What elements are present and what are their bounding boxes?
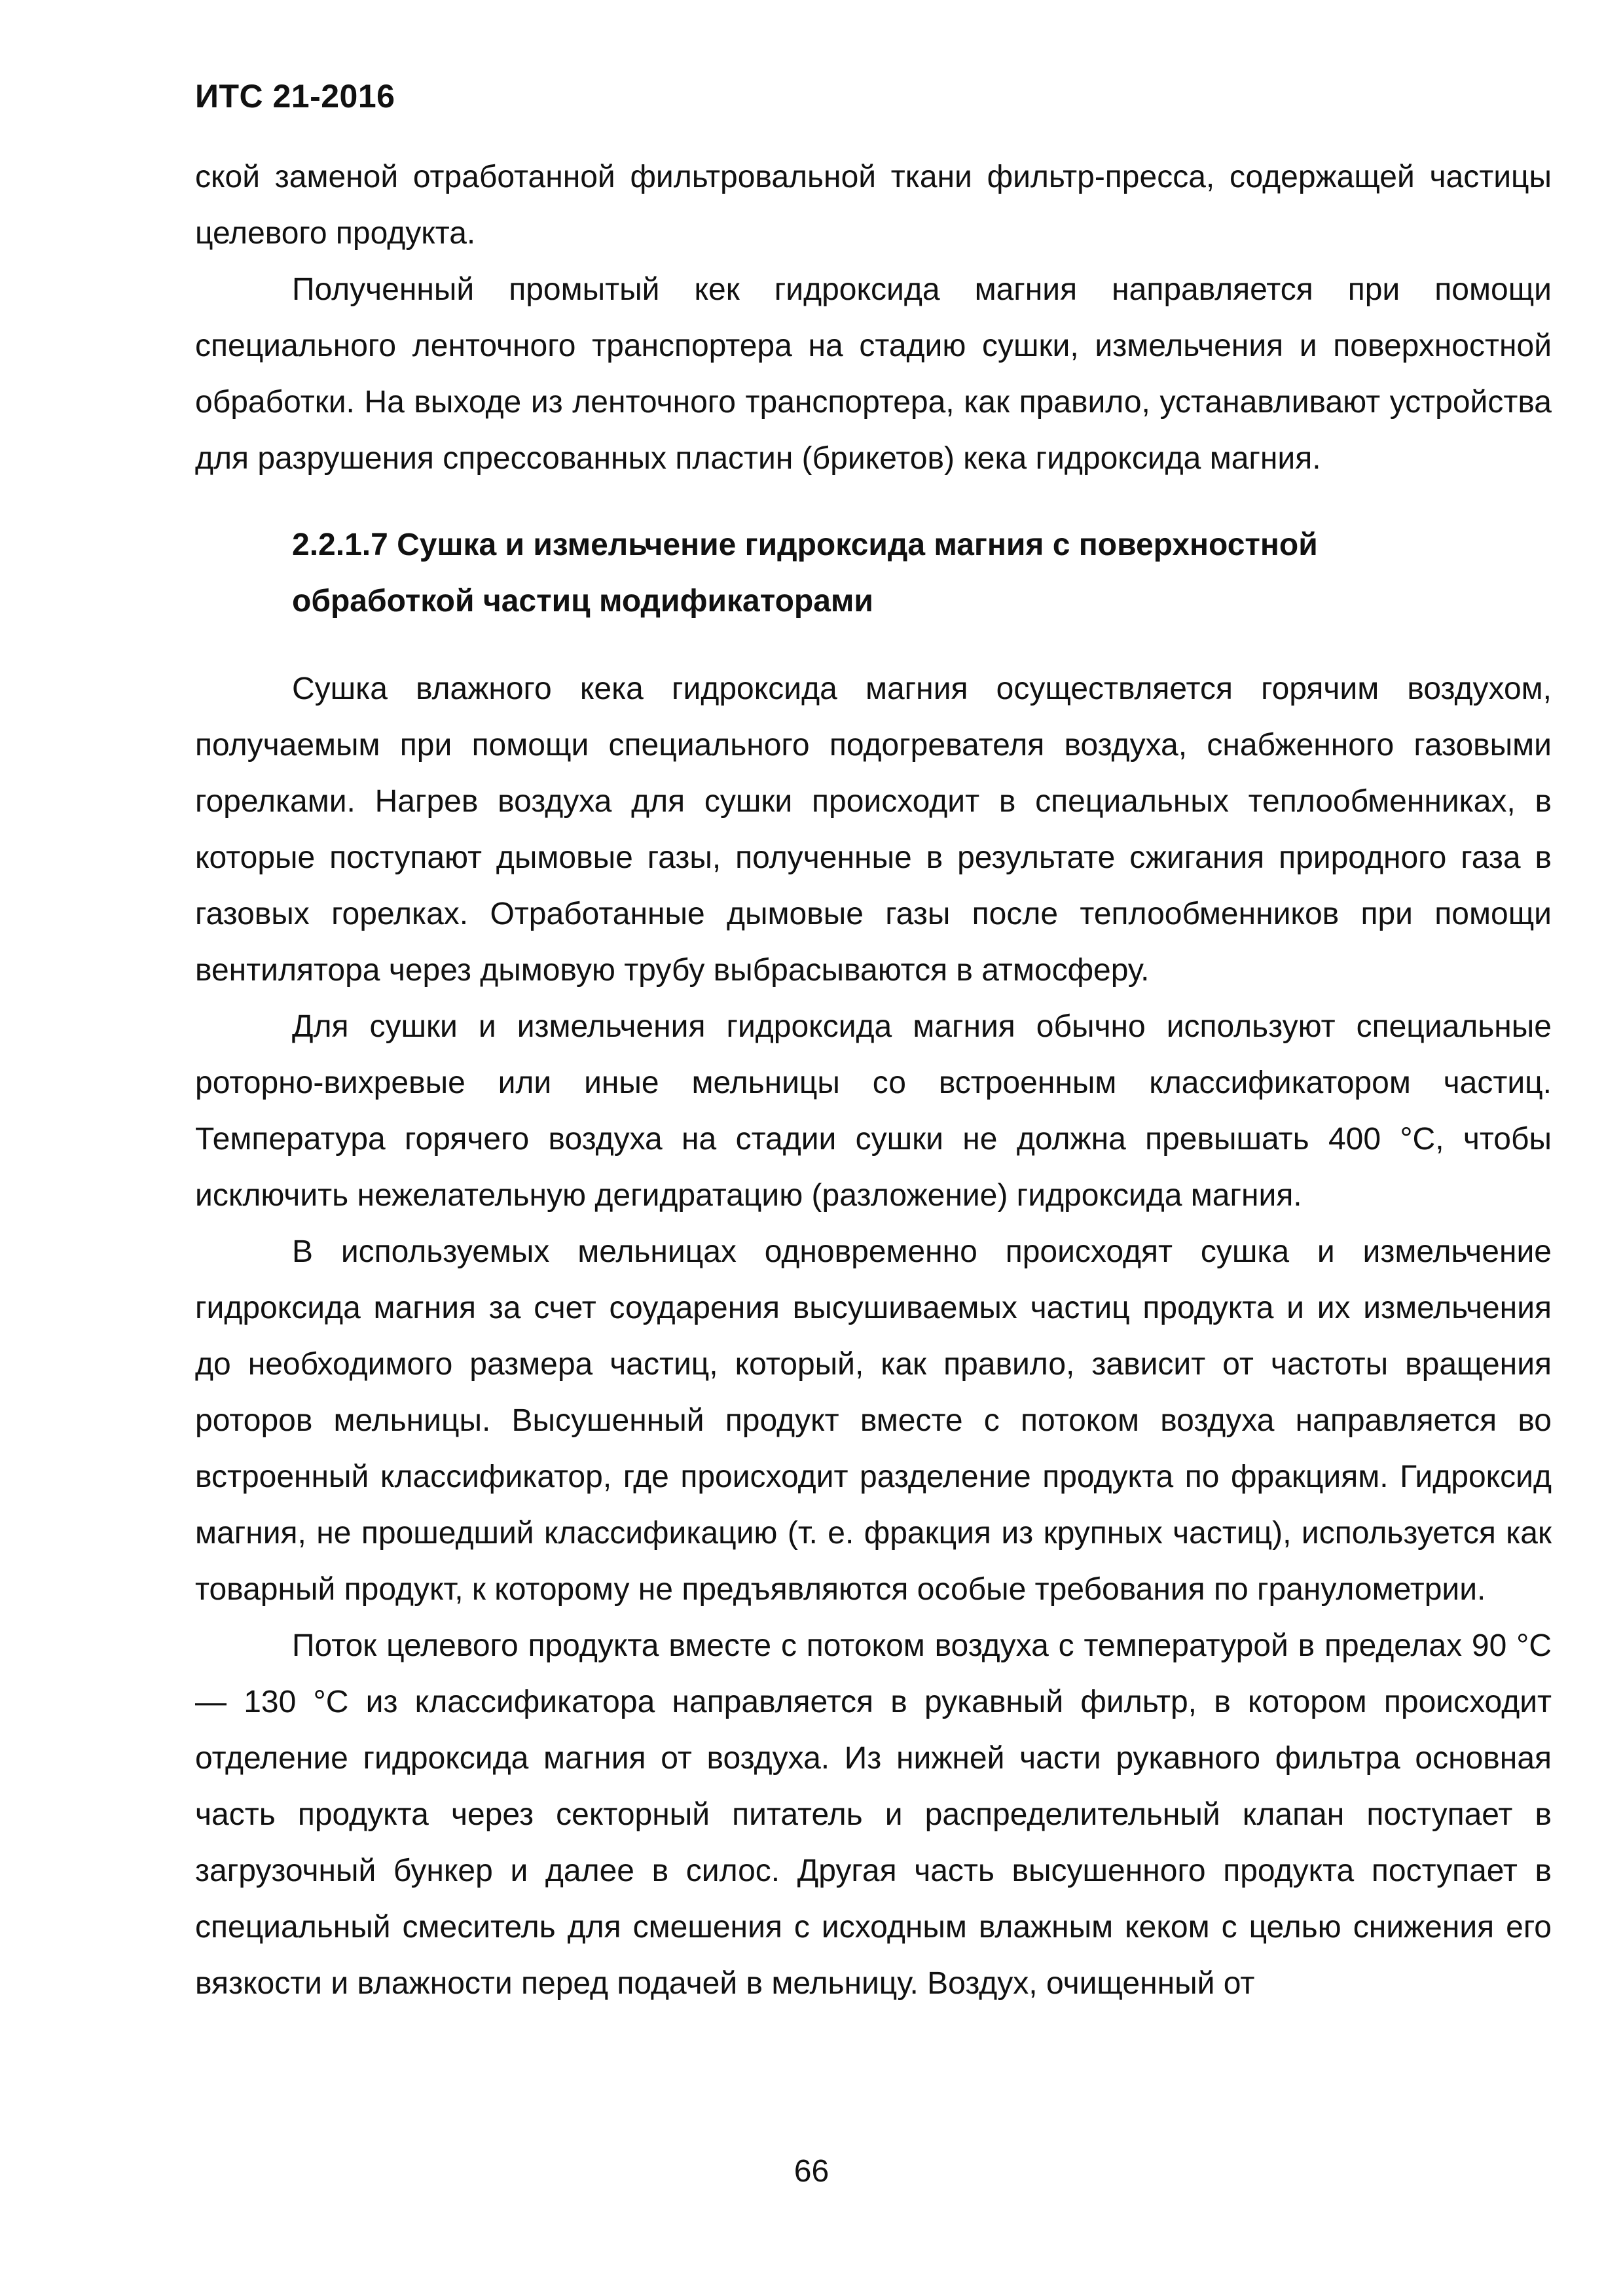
continuation-paragraph: ской заменой отработанной фильтровальной ткани фильтр-пресса, содержащей частицы целевого продукта. — [195, 160, 1552, 251]
paragraph: В используемых мельницах одновременно происходят сушка и измельчение гидроксида магния за счет соударения высушиваемых частиц продукта и их измельчения до необходимого размера частиц, который, как правило, зависит от частоты вращения роторов мельницы. Высушенный продукт вместе с потоком воздуха направляется во встроенный классификатор, где происходит разделение продукта по фракциям. Гидроксид магния, не прошедший классификацию (т. е. фракция из крупных частиц), используется как товарный продукт, к которому не предъявляются особые требования по гранулометрии. — [195, 1234, 1552, 1607]
page-number: 66 — [793, 2154, 830, 2189]
document-code-header: ИТС 21-2016 — [195, 78, 395, 115]
section-heading — [292, 517, 1405, 630]
section-heading-line: 2.2.1.7 Сушка и измельчение гидроксида магния с поверхностной — [292, 528, 1318, 562]
main-text-block — [195, 661, 1552, 2012]
paragraph: Полученный промытый кек гидроксида магния направляется при помощи специального ленточного транспортера на стадию сушки, измельчения и поверхностной обработки. На выходе из ленточного транспортера, как правило, устанавливают устройства для разрушения спрессованных пластин (брикетов) кека гидроксида магния. — [195, 272, 1552, 476]
top-text-block — [195, 149, 1552, 487]
paragraph: Для сушки и измельчения гидроксида магния обычно используют специальные роторно-вихревые или иные мельницы со встроенным классификатором частиц. Температура горячего воздуха на стадии сушки не должна превышать 400 °С, чтобы исключить нежелательную дегидратацию (разложение) гидроксида магния. — [195, 1009, 1552, 1213]
paragraph: Поток целевого продукта вместе с потоком воздуха с температурой в пределах 90 °С — 130 °С из классификатора направляется в рукавный фильтр, в котором происходит отделение гидроксида магния от воздуха. Из нижней части рукавного фильтра основная часть продукта через секторный питатель и распределительный клапан поступает в загрузочный бункер и далее в силос. Другая часть высушенного продукта поступает в специальный смеситель для смешения с исходным влажным кеком с целью снижения его вязкости и влажности перед подачей в мельницу. Воздух, очищенный от — [195, 1628, 1552, 2001]
section-heading-line: обработкой частиц модификаторами — [292, 584, 873, 619]
paragraph: Сушка влажного кека гидроксида магния осуществляется горячим воздухом, получаемым при помощи специального подогревателя воздуха, снабженного газовыми горелками. Нагрев воздуха для сушки происходит в специальных теплообменниках, в которые поступают дымовые газы, полученные в результате сжигания природного газа в газовых горелках. Отработанные дымовые газы после теплообменников при помощи вентилятора через дымовую трубу выбрасываются в атмосферу. — [195, 672, 1552, 988]
